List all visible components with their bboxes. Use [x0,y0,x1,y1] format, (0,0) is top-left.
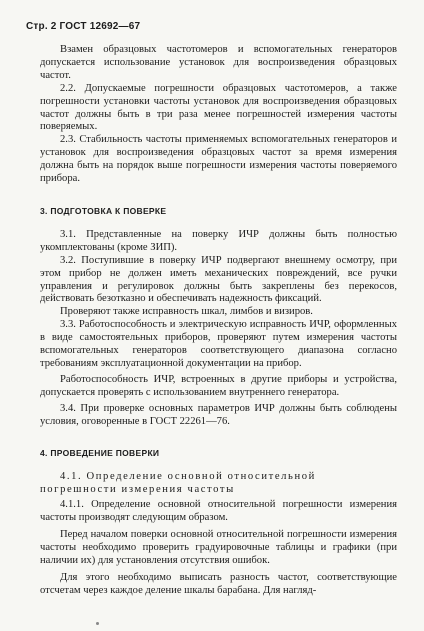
paragraph-2-3: 2.3. Стабильность частоты применяемых вспомогательных генераторов и установок для воспроизведения образцовых частот за время измерения должна быть на порядок выше погрешности измерения частоты поверяемого прибора. [40,134,397,185]
paragraph: Взамен образцовых частотомеров и вспомогательных генераторов допускается использование установок для воспроизведения образцовых частот. [40,44,397,81]
paragraph: Перед началом поверки основной относительной погрешности измерения частоты необходимо проверить градуировочные таблицы и графики (при наличии их) для установления отсутствия ошибок. [40,529,397,566]
paragraph-4-1-1: 4.1.1. Определение основной относительной погрешности измерения частоты производят следующим образом. [40,499,397,524]
page-speck [96,622,99,625]
page-header: Стр. 2 ГОСТ 12692—67 [26,21,141,32]
paragraph-3-3: 3.3. Работоспособность и электрическую исправность ИЧР, оформленных в виде самостоятельных приборов, проверяют путем измерения частоты вспомогательных генераторов соответствующего диапазона согласно требованиям эксплуатационной документации на прибор. [40,319,397,369]
paragraph: Проверяют также исправность шкал, лимбов и визиров. [60,306,313,318]
section-heading-4: 4. ПРОВЕДЕНИЕ ПОВЕРКИ [40,448,160,459]
paragraph-3-4: 3.4. При проверке основных параметров ИЧР должны быть соблюдены условия, оговоренные в ГОСТ 22261—76. [40,402,397,427]
section-heading-3: 3. ПОДГОТОВКА К ПОВЕРКЕ [40,205,167,216]
paragraph-3-2: 3.2. Поступившие в поверку ИЧР подвергают внешнему осмотру, при этом прибор не должен иметь механических повреждений, все ручки управления и регулировок должны быть закреплены без перекосов, действовать безотказно и обеспечивать надежность фиксаций. [40,254,397,305]
paragraph: Для этого необходимо выписать разность частот, соответствующие отсчетам через каждое деление шкалы барабана. Для нагляд- [40,571,397,596]
paragraph-2-2: 2.2. Допускаемые погрешности образцовых частотомеров, а также погрешности установки частоты установок для воспроизведения образцовых частот должны быть в три раза менее погрешностей измерения частоты поверяемых. [40,82,397,133]
document-body [40,44,397,598]
paragraph-3-1: 3.1. Представленные на поверку ИЧР должны быть полностью укомплектованы (кроме ЗИП). [40,228,397,253]
paragraph: Работоспособность ИЧР, встроенных в другие приборы и устройства, допускается проверять с использованием внутреннего генератора. [40,373,397,398]
subsection-title-4-1: 4.1. Определение основной относительной погрешности измерения частоты [40,471,316,496]
